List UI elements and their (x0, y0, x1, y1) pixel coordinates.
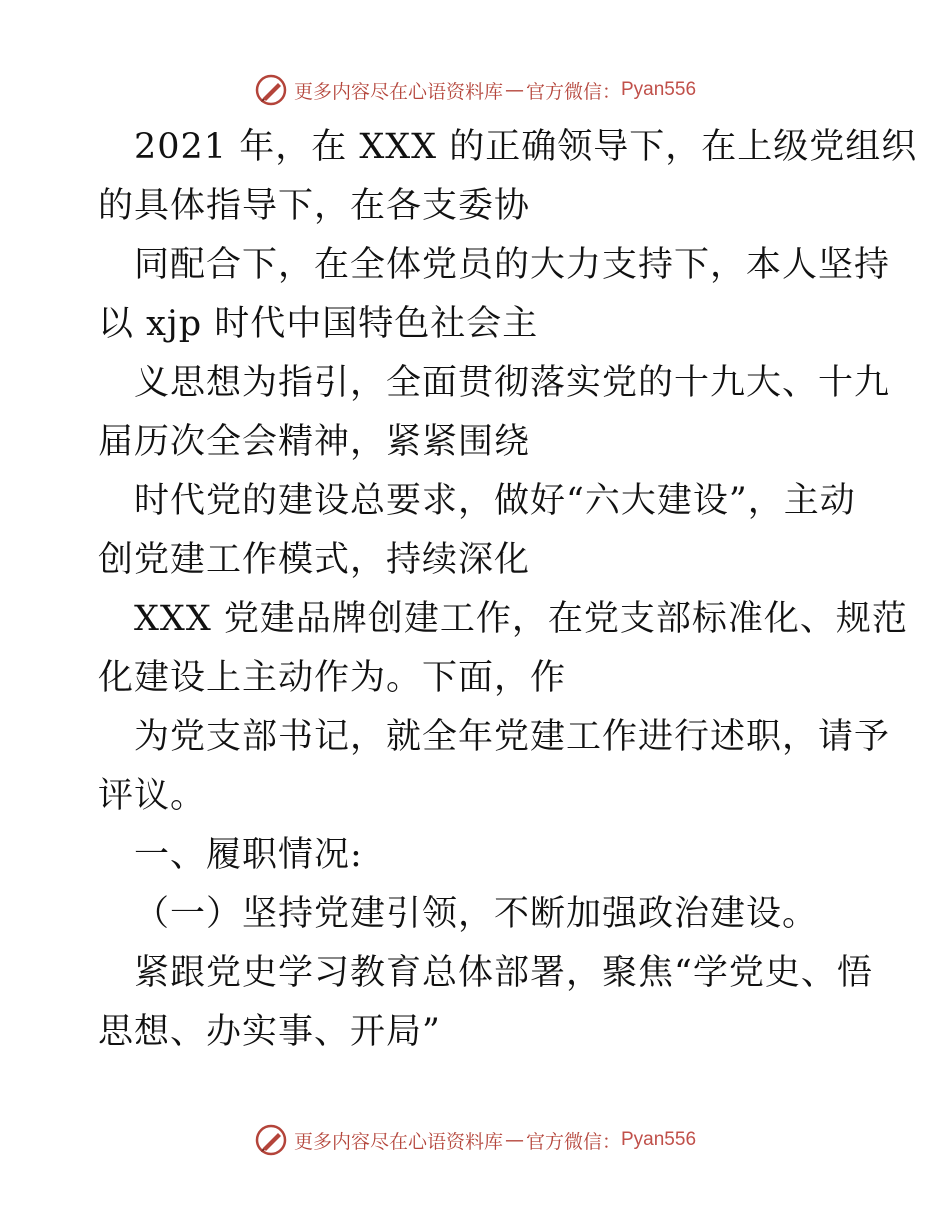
watermark-main-text: 更多内容尽在心语资料库 (293, 1130, 503, 1153)
text-line: 以 xjp 时代中国特色社会主 (98, 304, 539, 344)
watermark-wechat-id: Pyan556 (621, 1129, 697, 1150)
paragraph (98, 944, 873, 1062)
text-line: 一、履职情况: (134, 835, 363, 875)
watermark-separator: — (504, 1129, 524, 1151)
text-line: 2021 年，在 XXX 的正确领导下，在上级党组织 (134, 127, 918, 167)
text-line: 义思想为指引，全面贯彻落实党的十九大、十九 (134, 363, 891, 403)
footer-watermark (0, 1120, 950, 1160)
paragraph (98, 472, 854, 590)
text-line: 届历次全会精神，紧紧围绕 (98, 422, 531, 462)
document-body (98, 118, 918, 1062)
watermark-main-text: 更多内容尽在心语资料库 (293, 80, 503, 103)
pen-logo-icon (254, 1123, 288, 1157)
section-heading (98, 826, 854, 885)
text-line: 评议。 (98, 776, 207, 816)
text-line: 思想、办实事、开局” (98, 1012, 441, 1052)
paragraph (98, 708, 891, 826)
paragraph (98, 236, 891, 354)
text-line: 为党支部书记，就全年党建工作进行述职，请予 (134, 717, 891, 757)
text-line: 的具体指导下，在各支委协 (98, 186, 531, 226)
pen-logo-icon (254, 73, 288, 107)
text-line: 创党建工作模式，持续深化 (98, 540, 531, 580)
watermark-label: 官方微信： (525, 1130, 621, 1153)
header-watermark (0, 70, 950, 110)
text-line: （一）坚持党建引领，不断加强政治建设。 (134, 894, 819, 934)
text-line: 紧跟党史学习教育总体部署，聚焦“学党史、悟 (134, 953, 873, 993)
watermark-wechat-id: Pyan556 (621, 79, 697, 100)
watermark-label: 官方微信： (525, 80, 621, 103)
paragraph (98, 354, 891, 472)
text-line: 时代党的建设总要求，做好“六大建设”，主动 (134, 481, 856, 521)
paragraph (98, 590, 908, 708)
paragraph (98, 118, 918, 236)
text-line: XXX 党建品牌创建工作，在党支部标准化、规范 (134, 599, 908, 639)
subsection-heading (98, 885, 854, 944)
text-line: 同配合下，在全体党员的大力支持下，本人坚持 (134, 245, 891, 285)
watermark-separator: — (504, 79, 524, 101)
text-line: 化建设上主动作为。下面，作 (98, 658, 567, 698)
